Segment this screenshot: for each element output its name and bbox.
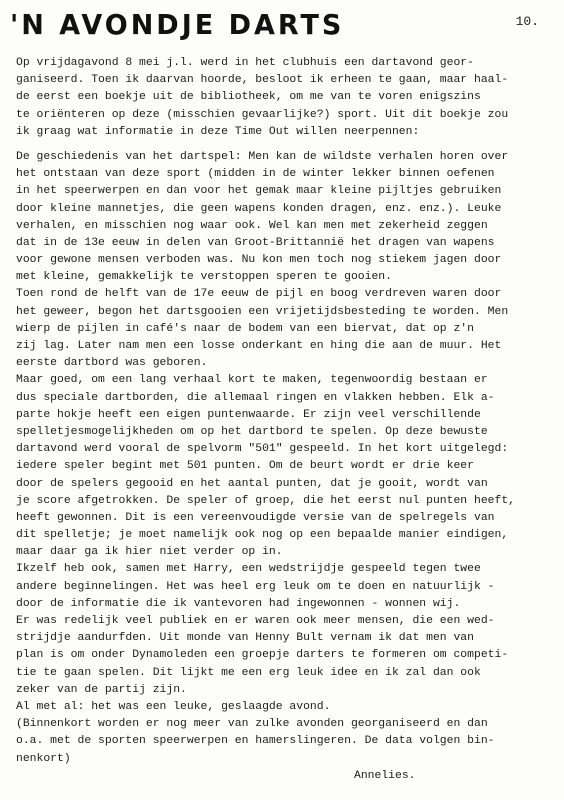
- text-line: in het speerwerpen en dan voor het gemak maar kleine pijltjes gebruiken: [16, 185, 502, 198]
- text-line: dat in de 13e eeuw in delen van Groot-Brittannië het dragen van wapens: [16, 236, 495, 249]
- text-line: iedere speler begint met 501 punten. Om de beurt wordt er drie keer: [16, 460, 474, 473]
- text-line: tie te gaan spelen. Dit lijkt me een erg leuk idee en ik zal dan ook: [16, 666, 481, 679]
- text-line: parte hokje heeft een eigen puntenwaarde. Er zijn veel verschillende: [16, 408, 481, 421]
- text-line: (Binnenkort worden er nog meer van zulke avonden georganiseerd en dan: [16, 718, 488, 731]
- text-line: het ontstaan van deze sport (midden in de winter lekker binnen oefenen: [16, 168, 495, 181]
- text-line: ik graag wat informatie in deze Time Out willen neerpennen:: [16, 125, 420, 138]
- text-line: de eerst een boekje uit de bibliotheek, om me van te voren enigszins: [16, 91, 481, 104]
- article-body: [16, 55, 561, 785]
- text-line: dartavond werd vooral de spelvorm "501" gespeeld. In het kort uitgelegd:: [16, 443, 509, 456]
- page-number: 10.: [515, 14, 539, 29]
- text-line: De geschiedenis van het dartspel: Men kan de wildste verhalen horen over: [16, 150, 509, 163]
- paragraph-gap: [16, 141, 561, 149]
- main-paragraph: [16, 149, 561, 768]
- text-line: met kleine, gemakkelijk te verstoppen speren te gooien.: [16, 271, 392, 284]
- text-line: maar daar ga ik hier niet verder op in.: [16, 546, 283, 559]
- text-line: nenkort): [16, 752, 71, 765]
- text-line: Ikzelf heb ook, samen met Harry, een wedstrijdje gespeeld tegen twee: [16, 563, 481, 576]
- text-line: je score afgetrokken. De speler of groep, die het eerst nul punten heeft,: [16, 494, 515, 507]
- text-line: zeker van de partij zijn.: [16, 683, 187, 696]
- text-line: Al met al: het was een leuke, geslaagde avond.: [16, 700, 331, 713]
- intro-paragraph: [16, 55, 561, 141]
- text-line: het geweer, begon het dartsgooien een vrijetijdsbesteding te worden. Men: [16, 305, 509, 318]
- text-line: door de spelers gegooid en het aantal punten, dat je gooit, wordt van: [16, 477, 488, 490]
- text-line: spelletjesmogelijkheden om op het dartbord te spelen. Op deze bewuste: [16, 425, 488, 438]
- signature: Annelies.: [354, 769, 416, 782]
- page-title: 'N AVONDJE DARTS: [10, 9, 345, 42]
- text-line: verhalen, en misschien nog waar ook. Wel kan men met zekerheid zeggen: [16, 219, 488, 232]
- text-line: door kleine mannetjes, die geen wapens konden dragen, enz. enz.). Leuke: [16, 202, 502, 215]
- text-line: Toen rond de helft van de 17e eeuw de pijl en boog verdreven waren door: [16, 288, 502, 301]
- text-line: eerste dartbord was geboren.: [16, 357, 208, 370]
- text-line: dit spelletje; je moet namelijk ook nog op een bepaalde manier eindigen,: [16, 529, 509, 542]
- text-line: Maar goed, om een lang verhaal kort te maken, tegenwoordig bestaan er: [16, 374, 488, 387]
- text-line: door de informatie die ik vantevoren had ingewonnen - wonnen wij.: [16, 597, 461, 610]
- text-line: Er was redelijk veel publiek en er waren ook meer mensen, die een wed-: [16, 615, 495, 627]
- text-line: o.a. met de sporten speerwerpen en hamerslingeren. De data volgen bin-: [16, 735, 495, 748]
- text-line: Op vrijdagavond 8 mei j.l. werd in het clubhuis een dartavond geor-: [16, 57, 474, 69]
- text-line: zij lag. Later nam men een losse onderkant en hing die aan de muur. Het: [16, 340, 502, 352]
- text-line: voor gewone mensen verboden was. Nu kon men toch nog stiekem jagen door: [16, 254, 502, 267]
- text-line: wierp de pijlen in café's naar de bodem van een biervat, dat op z'n: [16, 322, 474, 335]
- text-line: plan is om onder Dynamoleden een groepje darters te formeren om competi-: [16, 649, 509, 662]
- text-line: ganiseerd. Toen ik daarvan hoorde, besloot ik erheen te gaan, maar haal-: [16, 74, 509, 87]
- text-line: heeft gewonnen. Dit is een vereenvoudigde versie van de spelregels van: [16, 511, 495, 524]
- text-line: te oriënteren op deze (misschien gevaarlijke?) sport. Uit dit boekje zou: [16, 108, 509, 121]
- text-line: strijdje aandurfden. Uit monde van Henny Bult vernam ik dat men van: [16, 632, 474, 645]
- text-line: dus speciale dartborden, die allemaal ringen en vlakken hebben. Elk a-: [16, 391, 495, 404]
- text-line: andere beginnelingen. Het was heel erg leuk om te doen en natuurlijk -: [16, 580, 495, 593]
